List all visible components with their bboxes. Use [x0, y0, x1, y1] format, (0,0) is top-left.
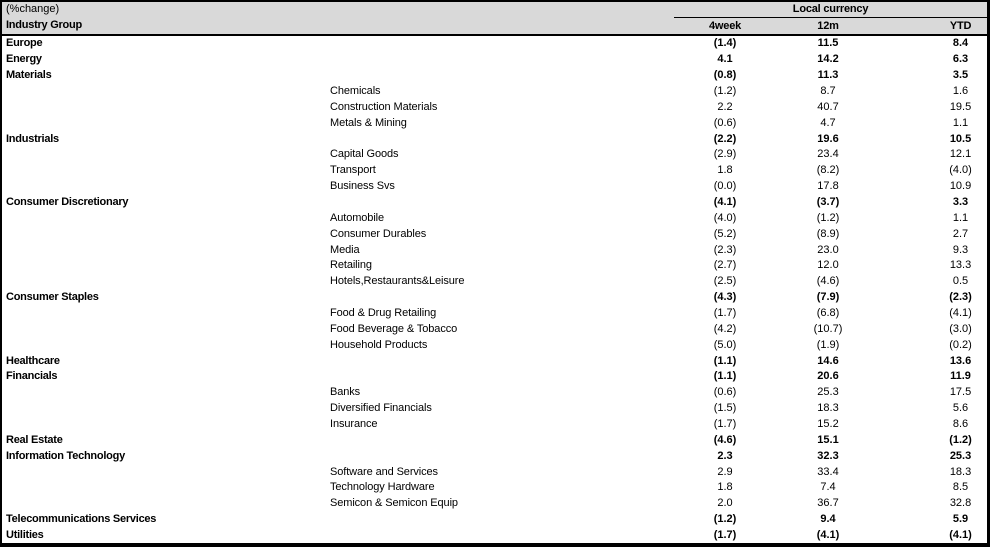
value-12m: 25.3	[817, 386, 839, 399]
industry-group-label	[2, 496, 328, 512]
table-row	[2, 131, 987, 147]
value-12m: 32.3	[817, 449, 839, 462]
spacer-cell	[880, 385, 934, 401]
value-ytd: (1.2)	[949, 433, 972, 446]
value-4week: (1.2)	[713, 85, 737, 97]
value-ytd: 13.6	[949, 354, 972, 367]
industry-group-label: Utilities	[6, 529, 44, 542]
percent-change-label: (%change)	[2, 2, 674, 18]
table-row	[2, 353, 987, 369]
column-header-4week: 4week	[674, 18, 776, 36]
column-header-12m: 12m	[776, 18, 880, 36]
value-12m: 11.5	[817, 37, 839, 50]
value-4week: (1.4)	[713, 37, 737, 50]
value-12m: 33.4	[817, 465, 839, 478]
industry-group-label: Healthcare	[6, 354, 60, 367]
value-ytd: 8.4	[952, 37, 969, 50]
value-12m: 15.1	[817, 433, 839, 446]
sub-industry-label: Food & Drug Retailing	[330, 307, 437, 320]
value-12m: 9.4	[820, 513, 836, 526]
value-12m: (1.9)	[816, 338, 840, 351]
value-12m: 36.7	[817, 497, 839, 510]
value-ytd: 25.3	[949, 449, 972, 462]
spacer-cell	[880, 337, 934, 353]
value-12m: 8.7	[820, 85, 836, 97]
value-4week: (1.7)	[713, 307, 737, 320]
sub-industry-label: Insurance	[330, 418, 378, 431]
table-row	[2, 68, 987, 84]
value-12m: 23.0	[817, 243, 839, 256]
sub-industry-label: Software and Services	[330, 465, 438, 478]
table-row	[2, 258, 987, 274]
spacer-cell	[880, 226, 934, 242]
spacer-cell	[880, 242, 934, 258]
value-ytd: 10.9	[949, 180, 972, 193]
industry-group-label	[2, 258, 328, 274]
value-4week: 1.8	[717, 481, 733, 494]
industry-group-label	[2, 401, 328, 417]
spacer-cell	[880, 306, 934, 322]
table-row	[2, 369, 987, 385]
value-12m: (4.1)	[816, 529, 840, 542]
value-4week: (1.7)	[713, 418, 737, 431]
industry-group-label: Europe	[6, 37, 43, 50]
spacer-cell	[880, 321, 934, 337]
sub-industry-label: Diversified Financials	[330, 402, 432, 415]
value-4week: 2.3	[717, 449, 733, 462]
sub-industry-label: Household Products	[330, 338, 428, 351]
value-4week: (2.2)	[713, 132, 737, 145]
sub-industry-label	[328, 35, 674, 52]
sub-industry-label: Retailing	[330, 259, 372, 272]
table-row	[2, 226, 987, 242]
spacer-cell	[880, 258, 934, 274]
industry-group-label	[2, 226, 328, 242]
value-ytd: 6.3	[952, 53, 969, 66]
value-ytd: (2.3)	[949, 291, 972, 304]
value-ytd: 9.3	[952, 243, 969, 256]
value-12m: 18.3	[817, 402, 839, 415]
spacer-cell	[880, 195, 934, 211]
sub-industry-label: Metals & Mining	[330, 116, 407, 129]
industry-group-label	[2, 99, 328, 115]
value-4week: (4.0)	[713, 211, 737, 224]
spacer-cell	[880, 52, 934, 68]
value-12m: (6.8)	[816, 307, 840, 320]
value-ytd: (4.1)	[949, 307, 972, 320]
value-ytd: (4.1)	[949, 529, 972, 542]
column-header-ytd: YTD	[934, 18, 987, 36]
spacer-cell	[880, 99, 934, 115]
table-row	[2, 432, 987, 448]
value-ytd: 17.5	[949, 386, 972, 399]
value-12m: 14.6	[817, 354, 839, 367]
industry-group-label	[2, 163, 328, 179]
sub-industry-label: Consumer Durables	[330, 227, 427, 240]
value-4week: 2.2	[717, 100, 733, 113]
industry-group-label	[2, 480, 328, 496]
value-12m: (8.2)	[816, 164, 840, 177]
spacer-cell	[880, 131, 934, 147]
table-row	[2, 242, 987, 258]
industry-group-label	[2, 84, 328, 100]
spacer-cell	[880, 464, 934, 480]
spacer-cell	[880, 353, 934, 369]
spacer-cell	[880, 528, 934, 544]
value-12m: (4.6)	[816, 275, 840, 288]
industry-group-column-header: Industry Group	[2, 18, 674, 36]
sub-industry-label	[328, 290, 674, 306]
value-4week: (0.0)	[713, 180, 737, 193]
table-header	[2, 2, 987, 35]
spacer-cell	[880, 512, 934, 528]
table-row	[2, 464, 987, 480]
sub-industry-label	[328, 512, 674, 528]
industry-group-label	[2, 147, 328, 163]
spacer-cell	[880, 163, 934, 179]
spacer-cell	[880, 115, 934, 131]
table-row	[2, 99, 987, 115]
table-row	[2, 385, 987, 401]
value-4week: (1.2)	[713, 513, 737, 526]
industry-group-label: Consumer Staples	[6, 291, 99, 304]
table-row	[2, 306, 987, 322]
spacer-cell	[880, 432, 934, 448]
industry-group-label: Industrials	[6, 132, 59, 145]
spacer-cell	[880, 369, 934, 385]
spacer-cell	[880, 210, 934, 226]
sub-industry-label: Technology Hardware	[330, 481, 435, 494]
value-4week: (4.1)	[713, 196, 737, 209]
table-row	[2, 321, 987, 337]
value-ytd: 11.9	[950, 370, 971, 383]
table-row	[2, 195, 987, 211]
spacer-cell	[880, 179, 934, 195]
sub-industry-label	[328, 432, 674, 448]
value-ytd: 8.5	[952, 481, 969, 494]
value-12m: 19.6	[817, 132, 839, 145]
industry-group-label: Materials	[6, 69, 52, 82]
value-ytd: 5.6	[952, 402, 969, 415]
sub-industry-label: Construction Materials	[330, 100, 438, 113]
value-4week: (5.0)	[713, 338, 737, 351]
industry-group-label	[2, 306, 328, 322]
value-4week: (2.7)	[713, 259, 737, 272]
value-ytd: (4.0)	[949, 164, 972, 177]
industry-group-label	[2, 242, 328, 258]
sub-industry-label: Food Beverage & Tobacco	[330, 322, 458, 335]
industry-group-label: Consumer Discretionary	[6, 196, 129, 209]
value-4week: (2.3)	[713, 243, 737, 256]
value-12m: 11.3	[817, 69, 839, 82]
table-body	[2, 35, 987, 544]
value-12m: 7.4	[820, 481, 836, 494]
value-4week: (0.6)	[713, 116, 737, 129]
spacer-cell	[880, 496, 934, 512]
performance-table	[2, 2, 987, 544]
value-4week: 4.1	[717, 53, 733, 66]
sub-industry-label	[328, 52, 674, 68]
spacer-cell	[880, 448, 934, 464]
local-currency-group-header: Local currency	[674, 2, 987, 18]
value-ytd: 13.3	[949, 259, 972, 272]
value-ytd: 19.5	[949, 100, 972, 113]
table-row	[2, 179, 987, 195]
value-12m: 4.7	[820, 116, 836, 129]
value-12m: 40.7	[817, 100, 839, 113]
value-ytd: (0.2)	[949, 338, 972, 351]
value-ytd: 3.3	[952, 196, 969, 209]
table-row	[2, 337, 987, 353]
value-4week: (4.6)	[713, 433, 737, 446]
value-12m: (8.9)	[816, 227, 840, 240]
spacer-cell	[880, 84, 934, 100]
table-row	[2, 512, 987, 528]
table-row	[2, 448, 987, 464]
value-12m: 15.2	[817, 418, 839, 431]
table-row	[2, 35, 987, 52]
sub-industry-label: Hotels,Restaurants&Leisure	[330, 275, 465, 288]
spacer-cell	[880, 417, 934, 433]
value-4week: (4.3)	[713, 291, 737, 304]
value-4week: (1.5)	[713, 402, 737, 415]
header-spacer-cell	[880, 18, 934, 36]
spacer-cell	[880, 480, 934, 496]
value-4week: 1.8	[717, 164, 733, 177]
sub-industry-label: Automobile	[330, 211, 385, 224]
value-4week: (2.9)	[713, 148, 737, 161]
value-ytd: (3.0)	[949, 322, 972, 335]
industry-group-label	[2, 464, 328, 480]
value-12m: 20.6	[817, 370, 839, 383]
sub-industry-label: Capital Goods	[330, 148, 399, 161]
value-12m: (1.2)	[816, 211, 840, 224]
header-row-columns	[2, 18, 987, 36]
value-ytd: 1.6	[952, 85, 969, 97]
sub-industry-label	[328, 195, 674, 211]
value-ytd: 3.5	[952, 69, 969, 82]
value-ytd: 2.7	[952, 227, 969, 240]
header-row-top	[2, 2, 987, 18]
table-row	[2, 480, 987, 496]
value-12m: 23.4	[817, 148, 839, 161]
table-row	[2, 84, 987, 100]
value-4week: (1.7)	[713, 529, 737, 542]
table-row	[2, 274, 987, 290]
value-4week: (1.1)	[713, 354, 737, 367]
value-4week: (1.1)	[713, 370, 737, 383]
value-ytd: 1.1	[952, 211, 969, 224]
industry-group-label	[2, 274, 328, 290]
value-ytd: 12.1	[949, 148, 972, 161]
industry-group-label	[2, 115, 328, 131]
spacer-cell	[880, 35, 934, 52]
spacer-cell	[880, 147, 934, 163]
value-12m: 14.2	[817, 53, 839, 66]
industry-group-label: Financials	[6, 370, 58, 383]
industry-group-label: Telecommunications Services	[6, 513, 157, 526]
value-ytd: 32.8	[949, 497, 972, 510]
table-row	[2, 528, 987, 544]
value-4week: (2.5)	[713, 275, 737, 288]
table-row	[2, 401, 987, 417]
table-row	[2, 290, 987, 306]
value-4week: (0.8)	[713, 69, 737, 82]
value-ytd: 10.5	[949, 132, 972, 145]
table-row	[2, 210, 987, 226]
table-row	[2, 52, 987, 68]
table-row	[2, 417, 987, 433]
industry-group-label	[2, 210, 328, 226]
sub-industry-label: Transport	[330, 164, 376, 177]
table-row	[2, 147, 987, 163]
sub-industry-label: Media	[330, 243, 360, 256]
sub-industry-label: Banks	[330, 386, 361, 399]
industry-group-label	[2, 179, 328, 195]
value-12m: (10.7)	[813, 322, 843, 335]
sub-industry-label	[328, 131, 674, 147]
value-12m: (3.7)	[816, 196, 840, 209]
table-row	[2, 163, 987, 179]
value-ytd: 18.3	[949, 465, 972, 478]
industry-group-label: Information Technology	[6, 449, 125, 462]
value-ytd: 1.1	[952, 116, 969, 129]
sub-industry-label: Chemicals	[330, 85, 381, 97]
industry-group-label	[2, 321, 328, 337]
sub-industry-label	[328, 448, 674, 464]
spacer-cell	[880, 274, 934, 290]
value-4week: (0.6)	[713, 386, 737, 399]
industry-group-label	[2, 337, 328, 353]
value-12m: 12.0	[817, 259, 839, 272]
spacer-cell	[880, 290, 934, 306]
spacer-cell	[880, 68, 934, 84]
spacer-cell	[880, 401, 934, 417]
value-ytd: 5.9	[952, 513, 969, 526]
value-4week: (4.2)	[713, 322, 737, 335]
table-row	[2, 496, 987, 512]
industry-group-label: Real Estate	[6, 433, 63, 446]
sub-industry-label: Business Svs	[330, 180, 395, 193]
table-row	[2, 115, 987, 131]
value-4week: (5.2)	[713, 227, 737, 240]
value-4week: 2.0	[717, 497, 733, 510]
sub-industry-label	[328, 68, 674, 84]
sub-industry-label: Semicon & Semicon Equip	[330, 497, 458, 510]
sub-industry-label	[328, 528, 674, 544]
sub-industry-label	[328, 353, 674, 369]
value-12m: 17.8	[817, 180, 839, 193]
value-ytd: 8.6	[952, 418, 969, 431]
value-12m: (7.9)	[816, 291, 840, 304]
industry-group-label	[2, 417, 328, 433]
value-ytd: 0.5	[952, 275, 969, 288]
industry-group-label: Energy	[6, 53, 42, 66]
sub-industry-label	[328, 369, 674, 385]
industry-group-label	[2, 385, 328, 401]
value-4week: 2.9	[717, 465, 733, 478]
